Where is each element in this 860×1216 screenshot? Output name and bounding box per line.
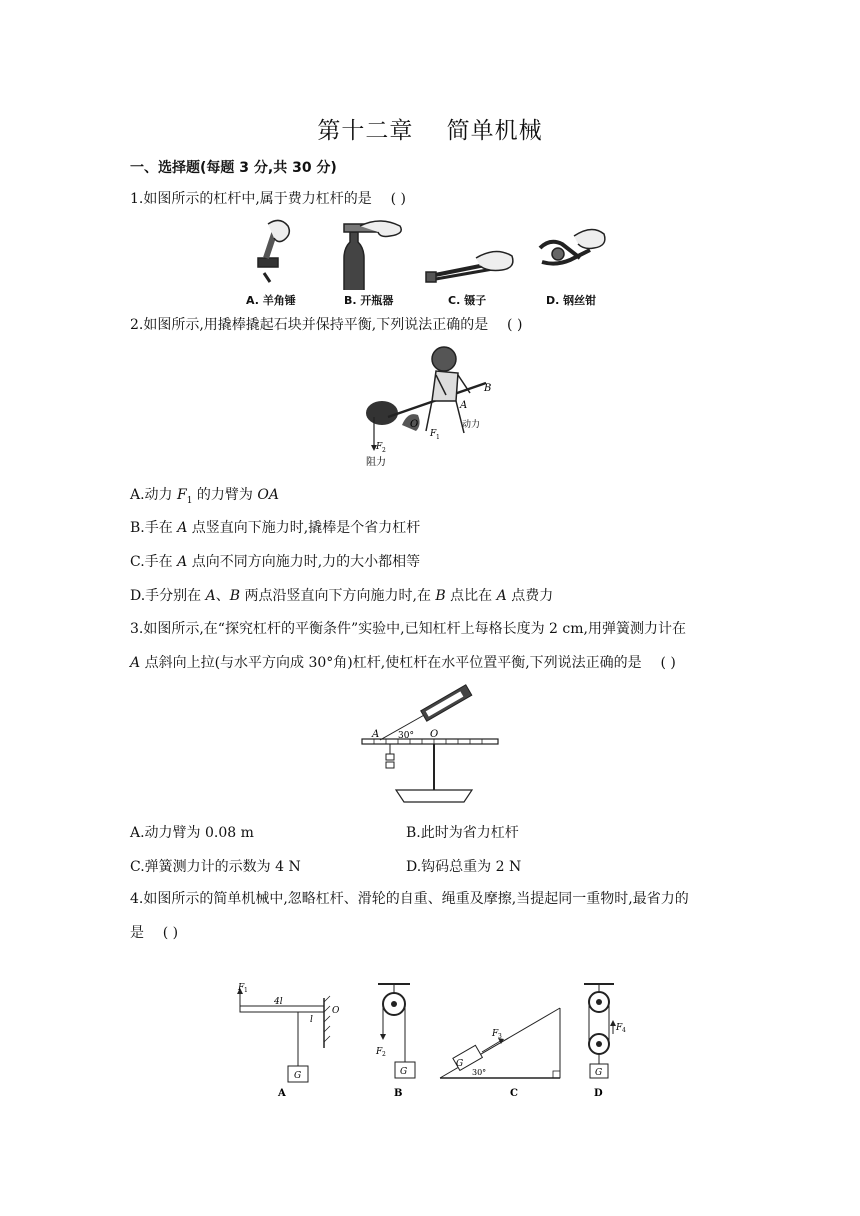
label-f4-sub: 4 <box>622 1027 626 1034</box>
label-b: B <box>484 383 492 394</box>
label-f2: F <box>376 1047 383 1057</box>
q3-lever-figure <box>360 682 500 806</box>
label-a: A <box>372 729 380 740</box>
label-f2-sub: 2 <box>382 447 386 454</box>
q2-crowbar-figure <box>360 345 510 470</box>
q4-figure-b <box>375 984 415 1099</box>
q2-option-d: D.手分别在 A、B 两点沿竖直向下方向施力时,在 B 点比在 A 点费力 <box>130 588 554 604</box>
q3-option-d: D.钩码总重为 2 N <box>406 859 522 875</box>
spring-scale-illustration <box>421 685 472 721</box>
q2-option-b: B.手在 A 点竖直向下施力时,撬棒是个省力杠杆 <box>130 520 421 536</box>
question-2 <box>130 315 537 335</box>
label-g-b: G <box>400 1067 408 1077</box>
stand-base <box>396 790 472 802</box>
answer-blank: ( ) <box>660 655 676 671</box>
q4-figure-a <box>237 983 340 1099</box>
label-f4: F <box>616 1023 623 1033</box>
q1-caption-d: D. 钢丝钳 <box>546 294 597 307</box>
q3-option-b: B.此时为省力杠杆 <box>406 825 519 841</box>
page-title <box>0 112 860 145</box>
caption-a: A <box>278 1088 286 1099</box>
q1-caption-a: A. 羊角锤 <box>246 294 296 307</box>
label-o: O <box>430 729 439 740</box>
question-4-line-2: 是 ( ) <box>130 923 192 943</box>
question-3-line-1: 3.如图所示,在“探究杠杆的平衡条件”实验中,已知杠杆上每格长度为 2 cm,用弹簧测力计在 <box>130 621 686 637</box>
question-1-text: 1.如图所示的杠杆中,属于费力杠杆的是 <box>130 191 372 207</box>
label-f2-sub: 2 <box>382 1051 386 1058</box>
answer-blank: ( ) <box>507 317 523 333</box>
stone-illustration <box>366 401 398 425</box>
label-f3: F <box>492 1029 499 1039</box>
label-a: A <box>460 400 468 411</box>
q3-option-c: C.弹簧测力计的示数为 4 N <box>130 859 301 875</box>
question-3-line-2: A 点斜向上拉(与水平方向成 30°角)杠杆,使杠杆在水平位置平衡,下列说法正确的是 ( ) <box>130 653 690 673</box>
label-f2: F <box>376 442 383 452</box>
label-g-a: G <box>294 1071 302 1081</box>
caption-b: B <box>394 1088 403 1099</box>
q4-figures <box>230 978 630 1100</box>
caption-c: C <box>510 1088 518 1099</box>
question-1 <box>130 189 420 209</box>
q4-figure-c <box>440 1008 560 1099</box>
label-o: O <box>410 419 419 430</box>
caption-d: D <box>594 1088 603 1099</box>
answer-blank: ( ) <box>390 191 406 207</box>
label-f1-sub: 1 <box>244 987 248 994</box>
q4-figure-d <box>584 984 626 1099</box>
answer-blank: ( ) <box>162 925 179 941</box>
title-sub: 简单机械 <box>446 118 543 144</box>
label-o: O <box>332 1006 340 1016</box>
label-angle: 30° <box>398 731 414 741</box>
pliers-illustration <box>540 229 605 263</box>
label-f3-sub: 3 <box>498 1033 502 1040</box>
q3-option-a: A.动力臂为 0.08 m <box>130 825 254 841</box>
claw-hammer-illustration <box>258 220 289 282</box>
label-4l: 4l <box>274 997 283 1007</box>
question-2-text: 2.如图所示,用撬棒撬起石块并保持平衡,下列说法正确的是 <box>130 317 489 333</box>
q2-option-c: C.手在 A 点向不同方向施力时,力的大小都相等 <box>130 554 421 570</box>
label-g-d: G <box>595 1068 603 1078</box>
label-angle: 30° <box>472 1068 487 1077</box>
section-heading: 一、选择题(每题 3 分,共 30 分) <box>130 160 337 176</box>
label-zuli: 阻力 <box>366 457 386 468</box>
label-l: l <box>310 1015 313 1025</box>
q1-caption-c: C. 镊子 <box>448 294 487 307</box>
label-g-c: G <box>456 1059 464 1069</box>
label-f1-sub: 1 <box>436 434 440 441</box>
tweezers-illustration <box>426 251 513 282</box>
q1-figures <box>240 218 610 290</box>
q2-option-a: A.动力 $F_1$ 的力臂为 OA <box>130 487 279 506</box>
hook-weight-1 <box>386 754 394 760</box>
label-f1: F <box>238 983 245 993</box>
label-f1: F <box>430 429 437 439</box>
hook-weight-2 <box>386 762 394 768</box>
bottle-opener-illustration <box>344 221 401 290</box>
label-dongli: 动力 <box>462 420 481 430</box>
question-4-line-1: 4.如图所示的简单机械中,忽略杠杆、滑轮的自重、绳重及摩擦,当提起同一重物时,最省力的 <box>130 891 689 907</box>
title-main: 第十二章 <box>317 118 414 144</box>
q1-caption-b: B. 开瓶器 <box>344 294 394 307</box>
